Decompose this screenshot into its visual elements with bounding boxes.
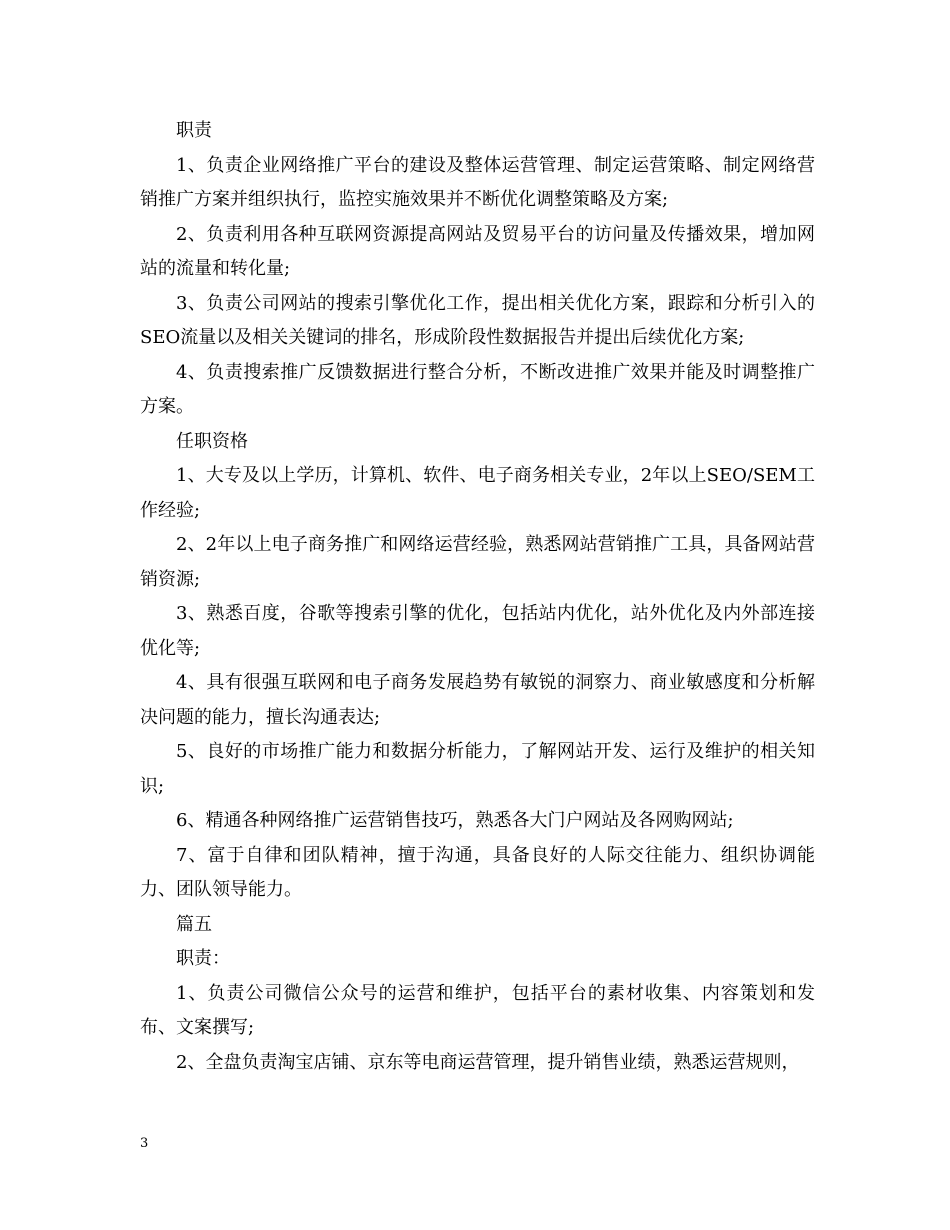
- document-body: [140, 114, 815, 1080]
- paragraph: 3、熟悉百度，谷歌等搜索引擎的优化，包括站内优化，站外优化及内外部连接优化等;: [140, 603, 815, 659]
- paragraph: 1、负责公司微信公众号的运营和维护，包括平台的素材收集、内容策划和发布、文案撰写;: [140, 982, 815, 1038]
- section-heading-part-five: 篇五: [176, 913, 212, 935]
- paragraph: 6、精通各种网络推广运营销售技巧，熟悉各大门户网站及各网购网站;: [176, 810, 734, 831]
- paragraph: 2、2年以上电子商务推广和网络运营经验，熟悉网站营销推广工具，具备网站营销资源;: [140, 534, 815, 590]
- paragraph: 2、全盘负责淘宝店铺、京东等电商运营管理，提升销售业绩，熟悉运营规则，: [176, 1051, 800, 1073]
- paragraph: 3、负责公司网站的搜索引擎优化工作，提出相关优化方案，跟踪和分析引入的SEO流量以及相关关键词的排名，形成阶段性数据报告并提出后续优化方案;: [140, 292, 815, 348]
- section-heading-qualifications: 任职资格: [176, 430, 248, 452]
- paragraph: 2、负责利用各种互联网资源提高网站及贸易平台的访问量及传播效果，增加网站的流量和转化量;: [140, 223, 815, 279]
- paragraph: 1、负责企业网络推广平台的建设及整体运营管理、制定运营策略、制定网络营销推广方案并组织执行，监控实施效果并不断优化调整策略及方案;: [140, 154, 815, 210]
- paragraph: 7、富于自律和团队精神，擅于沟通，具备良好的人际交往能力、组织协调能力、团队领导能力。: [140, 844, 815, 900]
- section-heading-duties: 职责: [176, 120, 212, 141]
- paragraph: 5、良好的市场推广能力和数据分析能力，了解网站开发、运行及维护的相关知识;: [140, 741, 815, 797]
- paragraph: 1、大专及以上学历，计算机、软件、电子商务相关专业，2年以上SEO/SEM工作经验;: [140, 465, 815, 521]
- paragraph: 4、负责搜索推广反馈数据进行整合分析，不断改进推广效果并能及时调整推广方案。: [140, 361, 815, 417]
- section-heading-duties-2: 职责：: [176, 948, 230, 969]
- page-number: 3: [140, 1136, 149, 1151]
- paragraph: 4、具有很强互联网和电子商务发展趋势有敏锐的洞察力、商业敏感度和分析解决问题的能力，擅长沟通表达;: [140, 672, 815, 728]
